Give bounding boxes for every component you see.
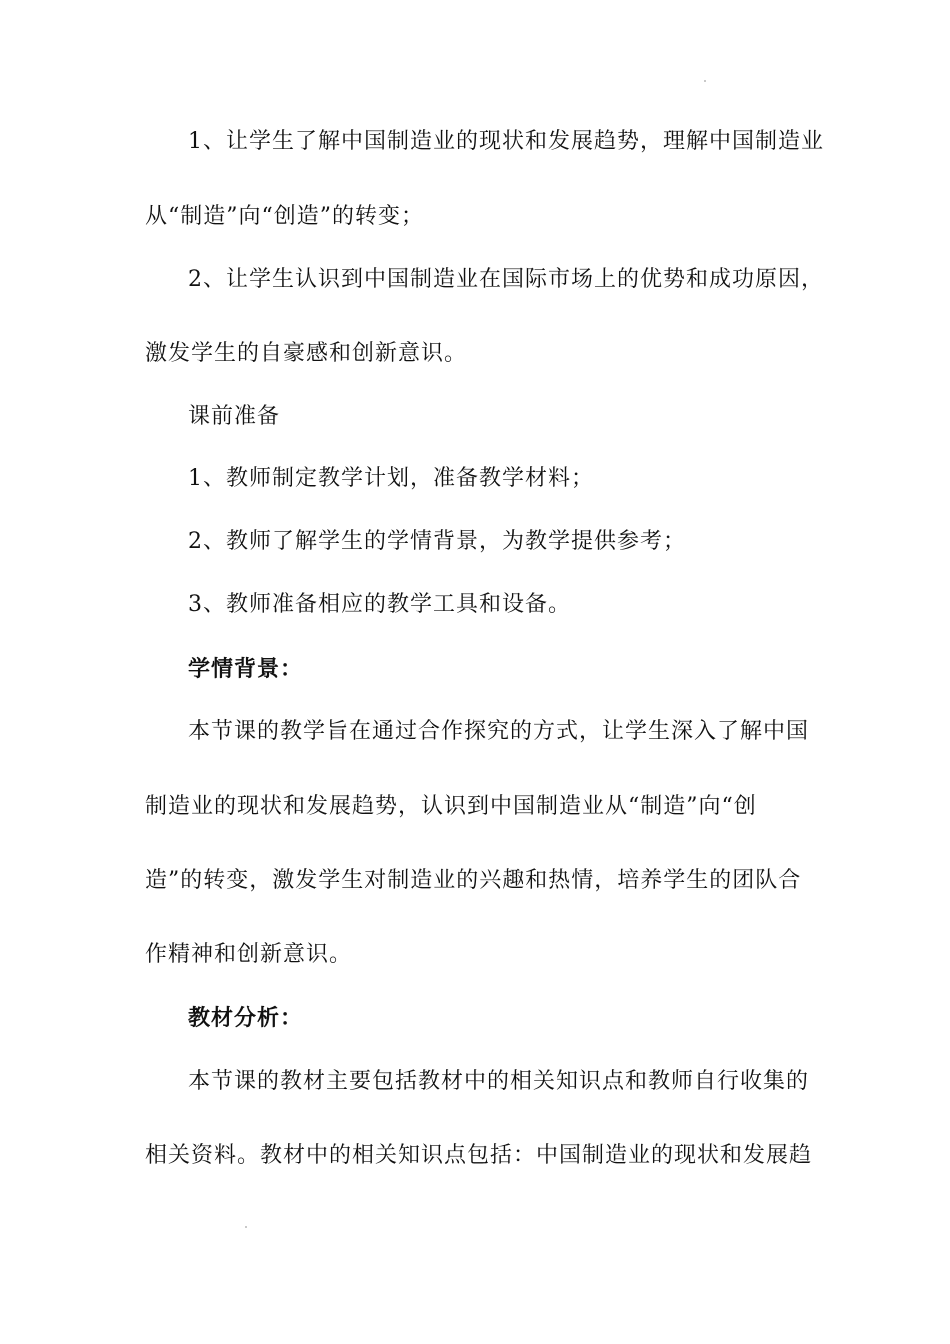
preparation-item-1: 1、教师制定教学计划，准备教学材料； <box>188 466 594 491</box>
page-mark-dot <box>704 80 706 82</box>
background-paragraph-line-3: 造”的转变，激发学生对制造业的兴趣和热情，培养学生的团队合 <box>145 868 802 893</box>
objective-2-line-1: 2、让学生认识到中国制造业在国际市场上的优势和成功原因， <box>188 267 824 292</box>
section-heading-preparation: 课前准备 <box>188 404 281 429</box>
objective-2-line-2: 激发学生的自豪感和创新意识。 <box>145 341 468 366</box>
section-heading-materials: 教材分析： <box>188 1006 304 1031</box>
background-paragraph-line-2: 制造业的现状和发展趋势，认识到中国制造业从“制造”向“创 <box>145 794 757 819</box>
background-paragraph-line-1: 本节课的教学旨在通过合作探究的方式，让学生深入了解中国 <box>188 719 810 744</box>
materials-paragraph-line-1: 本节课的教材主要包括教材中的相关知识点和教师自行收集的 <box>188 1069 810 1094</box>
section-heading-background: 学情背景： <box>188 657 304 682</box>
preparation-item-2: 2、教师了解学生的学情背景，为教学提供参考； <box>188 529 686 554</box>
background-paragraph-line-4: 作精神和创新意识。 <box>145 942 353 967</box>
preparation-item-3: 3、教师准备相应的教学工具和设备。 <box>188 592 571 617</box>
materials-paragraph-line-2: 相关资料。教材中的相关知识点包括：中国制造业的现状和发展趋 <box>145 1143 813 1168</box>
page-mark-dot <box>245 1226 247 1228</box>
objective-1-line-2: 从“制造”向“创造”的转变； <box>145 204 424 229</box>
objective-1-line-1: 1、让学生了解中国制造业的现状和发展趋势，理解中国制造业 <box>188 129 824 154</box>
